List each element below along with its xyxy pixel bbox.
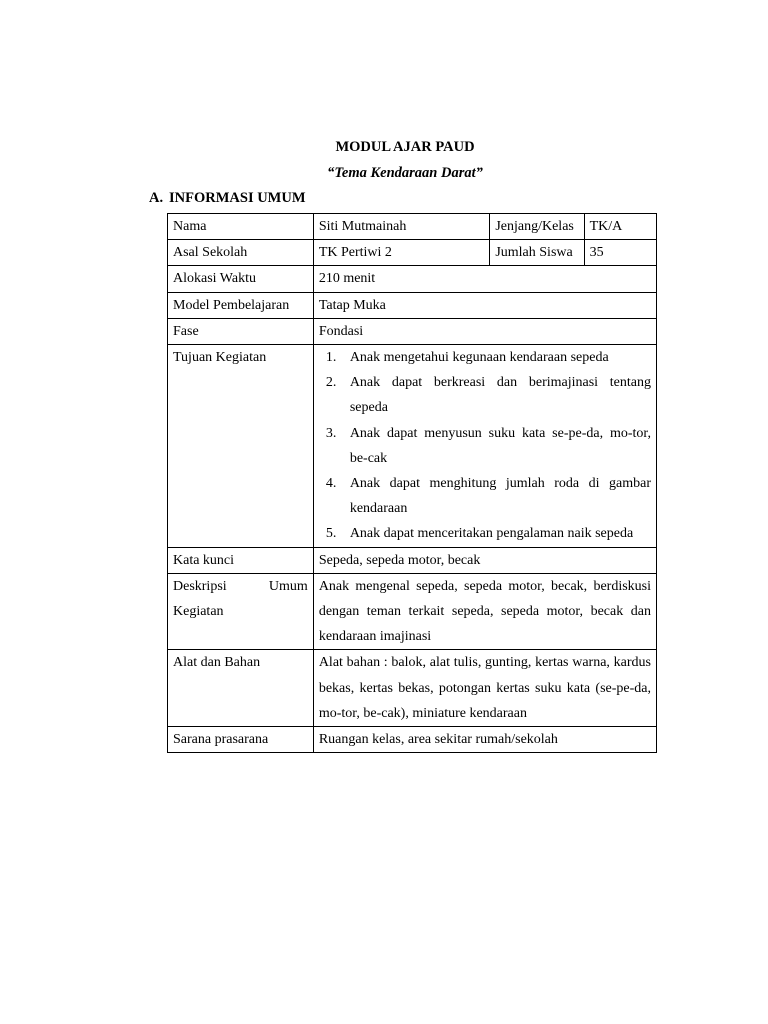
table-row	[168, 214, 657, 240]
alokasi-value: 210 menit	[313, 266, 656, 292]
table-row	[168, 318, 657, 344]
section-letter: A.	[149, 190, 164, 206]
tujuan-label: Tujuan Kegiatan	[168, 345, 314, 548]
list-number: 5.	[325, 526, 337, 542]
list-text: Anak dapat menyusun suku kata se-pe-da, mo-tor, be-cak	[349, 425, 651, 466]
goals-list	[319, 345, 651, 547]
list-text: Anak dapat menceritakan pengalaman naik sepeda	[349, 526, 634, 542]
document-subtitle: “Tema Kendaraan Darat”	[327, 165, 483, 181]
list-number: 3.	[325, 425, 337, 441]
table-row	[168, 240, 657, 266]
list-item	[319, 370, 651, 420]
alat-value: Alat bahan : balok, alat tulis, gunting, kertas warna, kardus bekas, kertas bekas, potongan kertas suku kata (se-pe-da, mo-tor, be-cak), miniature kendaraan	[313, 650, 656, 727]
list-item	[319, 471, 651, 521]
alokasi-label: Alokasi Waktu	[168, 266, 314, 292]
kata-value: Sepeda, sepeda motor, becak	[313, 547, 656, 573]
table-row	[168, 345, 657, 548]
table-row	[168, 547, 657, 573]
table-row	[168, 266, 657, 292]
jenjang-value: TK/A	[584, 214, 656, 240]
nama-value: Siti Mutmainah	[313, 214, 490, 240]
list-number: 4.	[325, 476, 337, 492]
fase-label: Fase	[168, 318, 314, 344]
tujuan-value	[313, 345, 656, 548]
model-label: Model Pembelajaran	[168, 292, 314, 318]
deskripsi-label-word: Umum	[268, 578, 308, 594]
sarana-value: Ruangan kelas, area sekitar rumah/sekolah	[313, 727, 656, 753]
alat-label: Alat dan Bahan	[168, 650, 314, 727]
table-row	[168, 573, 657, 650]
asal-value: TK Pertiwi 2	[313, 240, 490, 266]
list-item	[319, 521, 651, 546]
nama-label: Nama	[168, 214, 314, 240]
kata-label: Kata kunci	[168, 547, 314, 573]
fase-value: Fondasi	[313, 318, 656, 344]
jenjang-label: Jenjang/Kelas	[490, 214, 584, 240]
list-text: Anak dapat menghitung jumlah roda di gambar kendaraan	[349, 476, 651, 517]
deskripsi-label-word: Deskripsi	[173, 578, 227, 594]
table-row	[168, 650, 657, 727]
list-number: 2.	[325, 375, 337, 391]
deskripsi-label	[168, 573, 314, 650]
list-item	[319, 345, 651, 370]
list-item	[319, 421, 651, 471]
jumlah-value: 35	[584, 240, 656, 266]
info-table	[167, 213, 657, 753]
model-value: Tatap Muka	[313, 292, 656, 318]
deskripsi-label-line	[173, 574, 308, 599]
deskripsi-value: Anak mengenal sepeda, sepeda motor, becak, berdiskusi dengan teman terkait sepeda, sepeda motor, becak dan kendaraan imajinasi	[313, 573, 656, 650]
list-number: 1.	[325, 350, 337, 366]
list-text: Anak dapat berkreasi dan berimajinasi tentang sepeda	[349, 375, 651, 416]
section-title: INFORMASI UMUM	[169, 190, 306, 206]
deskripsi-label-word: Kegiatan	[173, 604, 224, 620]
document-title: MODUL AJAR PAUD	[335, 139, 475, 155]
table-row	[168, 727, 657, 753]
asal-label: Asal Sekolah	[168, 240, 314, 266]
jumlah-label: Jumlah Siswa	[490, 240, 584, 266]
table-row	[168, 292, 657, 318]
sarana-label: Sarana prasarana	[168, 727, 314, 753]
section-heading	[149, 189, 306, 207]
list-text: Anak mengetahui kegunaan kendaraan sepeda	[349, 350, 609, 366]
